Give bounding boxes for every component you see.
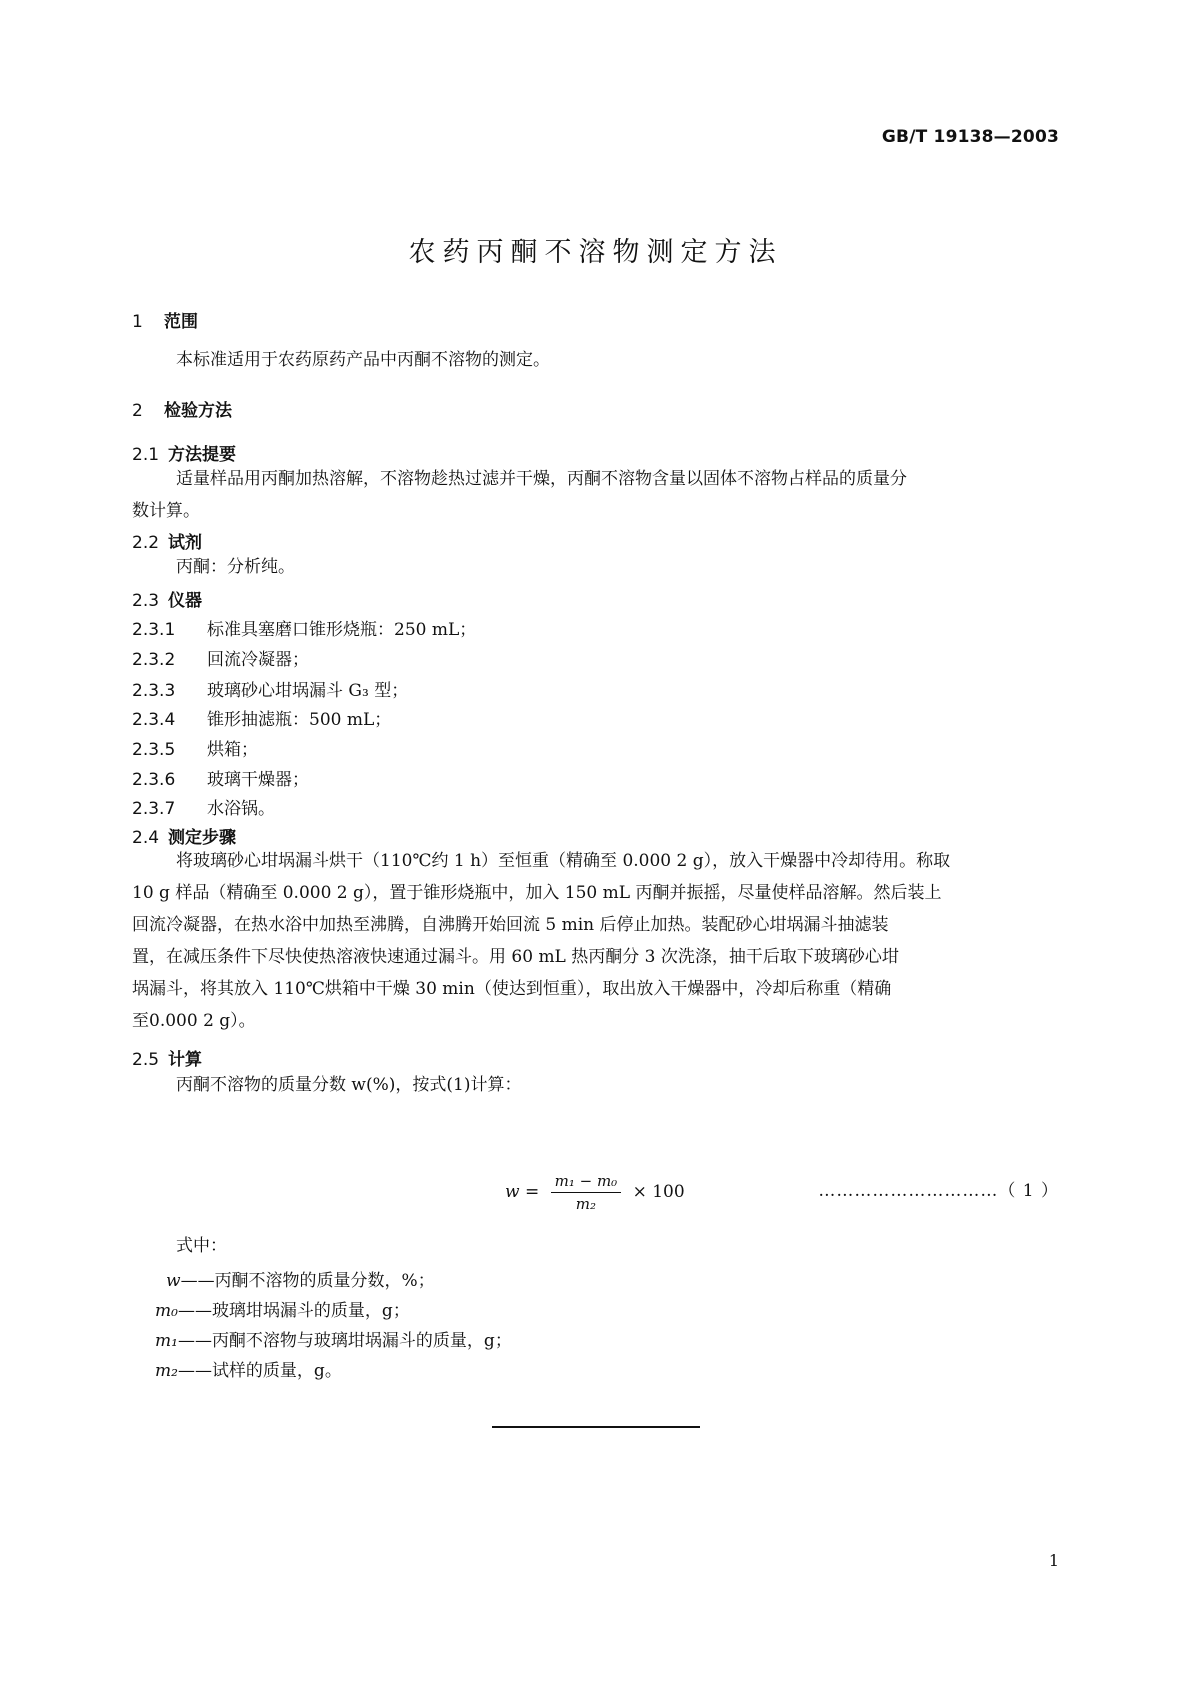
heading-label: 计算 <box>168 1050 202 1070</box>
variable-definition <box>155 1356 342 1381</box>
document-title: 农药丙酮不溶物测定方法 <box>408 237 783 268</box>
procedure-line: 置，在减压条件下尽快使热溶液快速通过漏斗。用 60 mL 热丙酮分 3 次洗涤，抽干后取下玻璃砂心坩 <box>132 947 899 967</box>
apparatus-item <box>132 676 408 701</box>
apparatus-item <box>132 735 258 760</box>
apparatus-item <box>132 645 309 670</box>
heading-number: 2.1 <box>132 445 160 465</box>
method-summary-line: 数计算。 <box>132 501 200 521</box>
variable-symbol: m₀ <box>155 1301 178 1321</box>
item-text: 标准具塞磨口锥形烧瓶：250 mL； <box>207 620 477 640</box>
heading-label: 检验方法 <box>164 401 232 421</box>
variable-definition <box>155 1296 410 1321</box>
item-text: 水浴锅。 <box>207 799 275 819</box>
variable-description: ——试样的质量，g。 <box>177 1361 342 1381</box>
heading-number: 2.5 <box>132 1050 160 1070</box>
heading-method-summary <box>132 440 236 465</box>
heading-label: 仪器 <box>168 591 202 611</box>
variable-symbol: w <box>166 1271 181 1291</box>
formula-lhs: w = <box>505 1182 540 1202</box>
method-summary-line: 适量样品用丙酮加热溶解，不溶物趁热过滤并干燥，丙酮不溶物含量以固体不溶物占样品的质量分 <box>176 469 907 489</box>
formula-number: …………………………（ 1 ） <box>818 1181 1059 1201</box>
item-number: 2.3.6 <box>132 770 176 790</box>
procedure-line: 回流冷凝器，在热水浴中加热至沸腾，自沸腾开始回流 5 min 后停止加热。装配砂心坩埚漏斗抽滤装 <box>132 915 889 935</box>
heading-scope <box>132 307 198 332</box>
procedure-line: 至0.000 2 g）。 <box>132 1011 256 1031</box>
item-number: 2.3.5 <box>132 740 176 760</box>
heading-number: 1 <box>132 312 143 332</box>
reagent-text: 丙酮：分析纯。 <box>176 557 295 577</box>
item-text: 锥形抽滤瓶：500 mL； <box>207 710 392 730</box>
item-number: 2.3.4 <box>132 710 176 730</box>
variable-symbol: m₂ <box>155 1361 178 1381</box>
variable-definition <box>166 1266 435 1291</box>
heading-label: 试剂 <box>168 533 202 553</box>
where-label: 式中： <box>176 1236 227 1256</box>
heading-reagents <box>132 528 202 553</box>
formula-fraction <box>551 1172 622 1213</box>
formula-rhs: × 100 <box>632 1182 685 1202</box>
variable-definition <box>155 1326 512 1351</box>
item-number: 2.3.3 <box>132 681 176 701</box>
item-text: 回流冷凝器； <box>207 650 309 670</box>
heading-number: 2.3 <box>132 591 160 611</box>
procedure-line: 将玻璃砂心坩埚漏斗烘干（110℃约 1 h）至恒重（精确至 0.000 2 g），放入干燥器中冷却待用。称取 <box>176 851 951 871</box>
apparatus-item <box>132 705 391 730</box>
variable-description: ——玻璃坩埚漏斗的质量，g； <box>177 1301 410 1321</box>
procedure-line: 10 g 样品（精确至 0.000 2 g），置于锥形烧瓶中，加入 150 mL 丙酮并振摇，尽量使样品溶解。然后装上 <box>132 883 942 903</box>
apparatus-item <box>132 765 309 790</box>
heading-apparatus <box>132 586 202 611</box>
standard-code: GB/T 19138—2003 <box>881 127 1059 147</box>
scope-text: 本标准适用于农药原药产品中丙酮不溶物的测定。 <box>176 350 550 370</box>
item-text: 烘箱； <box>207 740 258 760</box>
heading-calculation <box>132 1045 202 1070</box>
formula-denominator: m₂ <box>575 1195 597 1213</box>
variable-description: ——丙酮不溶物的质量分数，%； <box>180 1271 435 1291</box>
heading-label: 方法提要 <box>168 445 236 465</box>
heading-number: 2 <box>132 401 143 421</box>
item-number: 2.3.2 <box>132 650 176 670</box>
heading-label: 范围 <box>164 312 198 332</box>
heading-test-method <box>132 396 232 421</box>
item-text: 玻璃干燥器； <box>207 770 309 790</box>
procedure-line: 埚漏斗，将其放入 110℃烘箱中干燥 30 min（使达到恒重），取出放入干燥器中，冷却后称重（精确 <box>132 979 892 999</box>
item-number: 2.3.1 <box>132 620 176 640</box>
formula-numerator: m₁ − m₀ <box>551 1172 622 1193</box>
heading-number: 2.4 <box>132 828 160 848</box>
apparatus-item <box>132 794 275 819</box>
end-rule <box>492 1426 700 1428</box>
apparatus-item <box>132 615 476 640</box>
item-text: 玻璃砂心坩埚漏斗 G₃ 型； <box>207 681 409 701</box>
variable-symbol: m₁ <box>155 1331 178 1351</box>
heading-label: 测定步骤 <box>168 828 236 848</box>
item-number: 2.3.7 <box>132 799 176 819</box>
heading-number: 2.2 <box>132 533 160 553</box>
page-number: 1 <box>1048 1551 1059 1570</box>
calculation-intro: 丙酮不溶物的质量分数 w(%)，按式(1)计算： <box>176 1075 522 1095</box>
formula <box>505 1172 685 1213</box>
variable-description: ——丙酮不溶物与玻璃坩埚漏斗的质量，g； <box>177 1331 512 1351</box>
